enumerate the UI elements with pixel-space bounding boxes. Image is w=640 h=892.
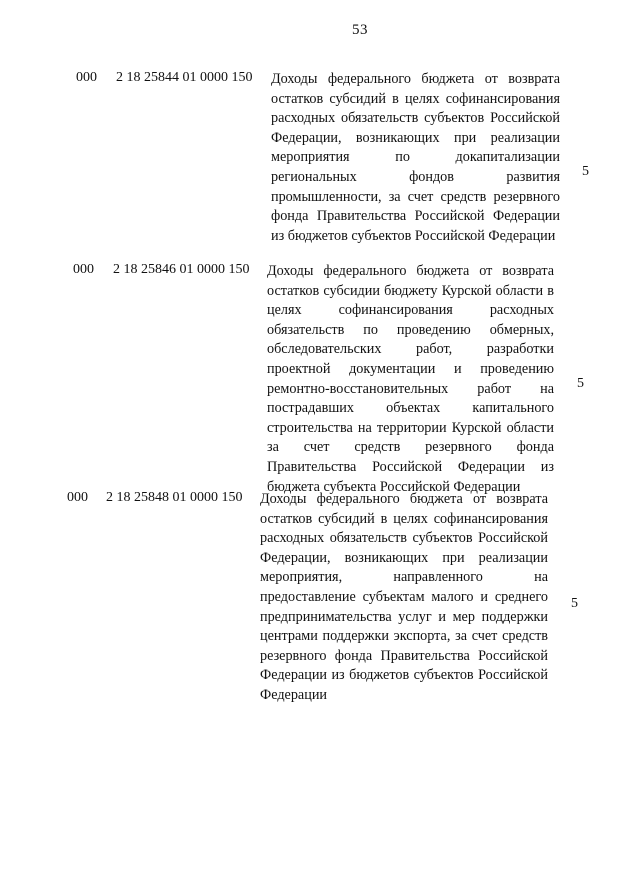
income-description: Доходы федерального бюджета от возврата остатков субсидий в целях софинансирования расходных обязательств субъектов Российской Федерации, возникающих при реализации мероприятия, направленного на предоставление субъектам малого и среднего предпринимательства услуг и мер поддержки центрами поддержки экспорта, за счет средств резервного фонда Правительства Российской Федерации из бюджетов субъектов Российской Федерации — [260, 491, 548, 703]
income-code: 2 18 25848 01 0000 150 — [106, 490, 243, 505]
amount-value: 5 — [577, 376, 584, 391]
income-code: 2 18 25846 01 0000 150 — [113, 262, 250, 277]
admin-code: 000 — [67, 490, 88, 505]
page-number: 53 — [352, 22, 368, 38]
income-description: Доходы федерального бюджета от возврата остатков субсидий в целях софинансирования расходных обязательств субъектов Российской Федерации, возникающих при реализации мероприятия по докапитализации региональных фондов развития промышленности, за счет средств резервного фонда Правительства Российской Федерации из бюджетов субъектов Российской Федерации — [271, 71, 560, 244]
income-code: 2 18 25844 01 0000 150 — [116, 70, 253, 85]
amount-value: 5 — [571, 596, 578, 611]
income-description: Доходы федерального бюджета от возврата остатков субсидии бюджету Курской области в целях софинансирования расходных обязательств по проведению обмерных, обследовательских работ, разработки проектной документации и проведению ремонтно-восстановительных работ на пострадавших объектах капитального строительства на территории Курской области за счет средств резервного фонда Правительства Российской Федерации из бюджета субъекта Российской Федерации — [267, 263, 554, 495]
admin-code: 000 — [73, 262, 94, 277]
amount-value: 5 — [582, 164, 589, 179]
admin-code: 000 — [76, 70, 97, 85]
